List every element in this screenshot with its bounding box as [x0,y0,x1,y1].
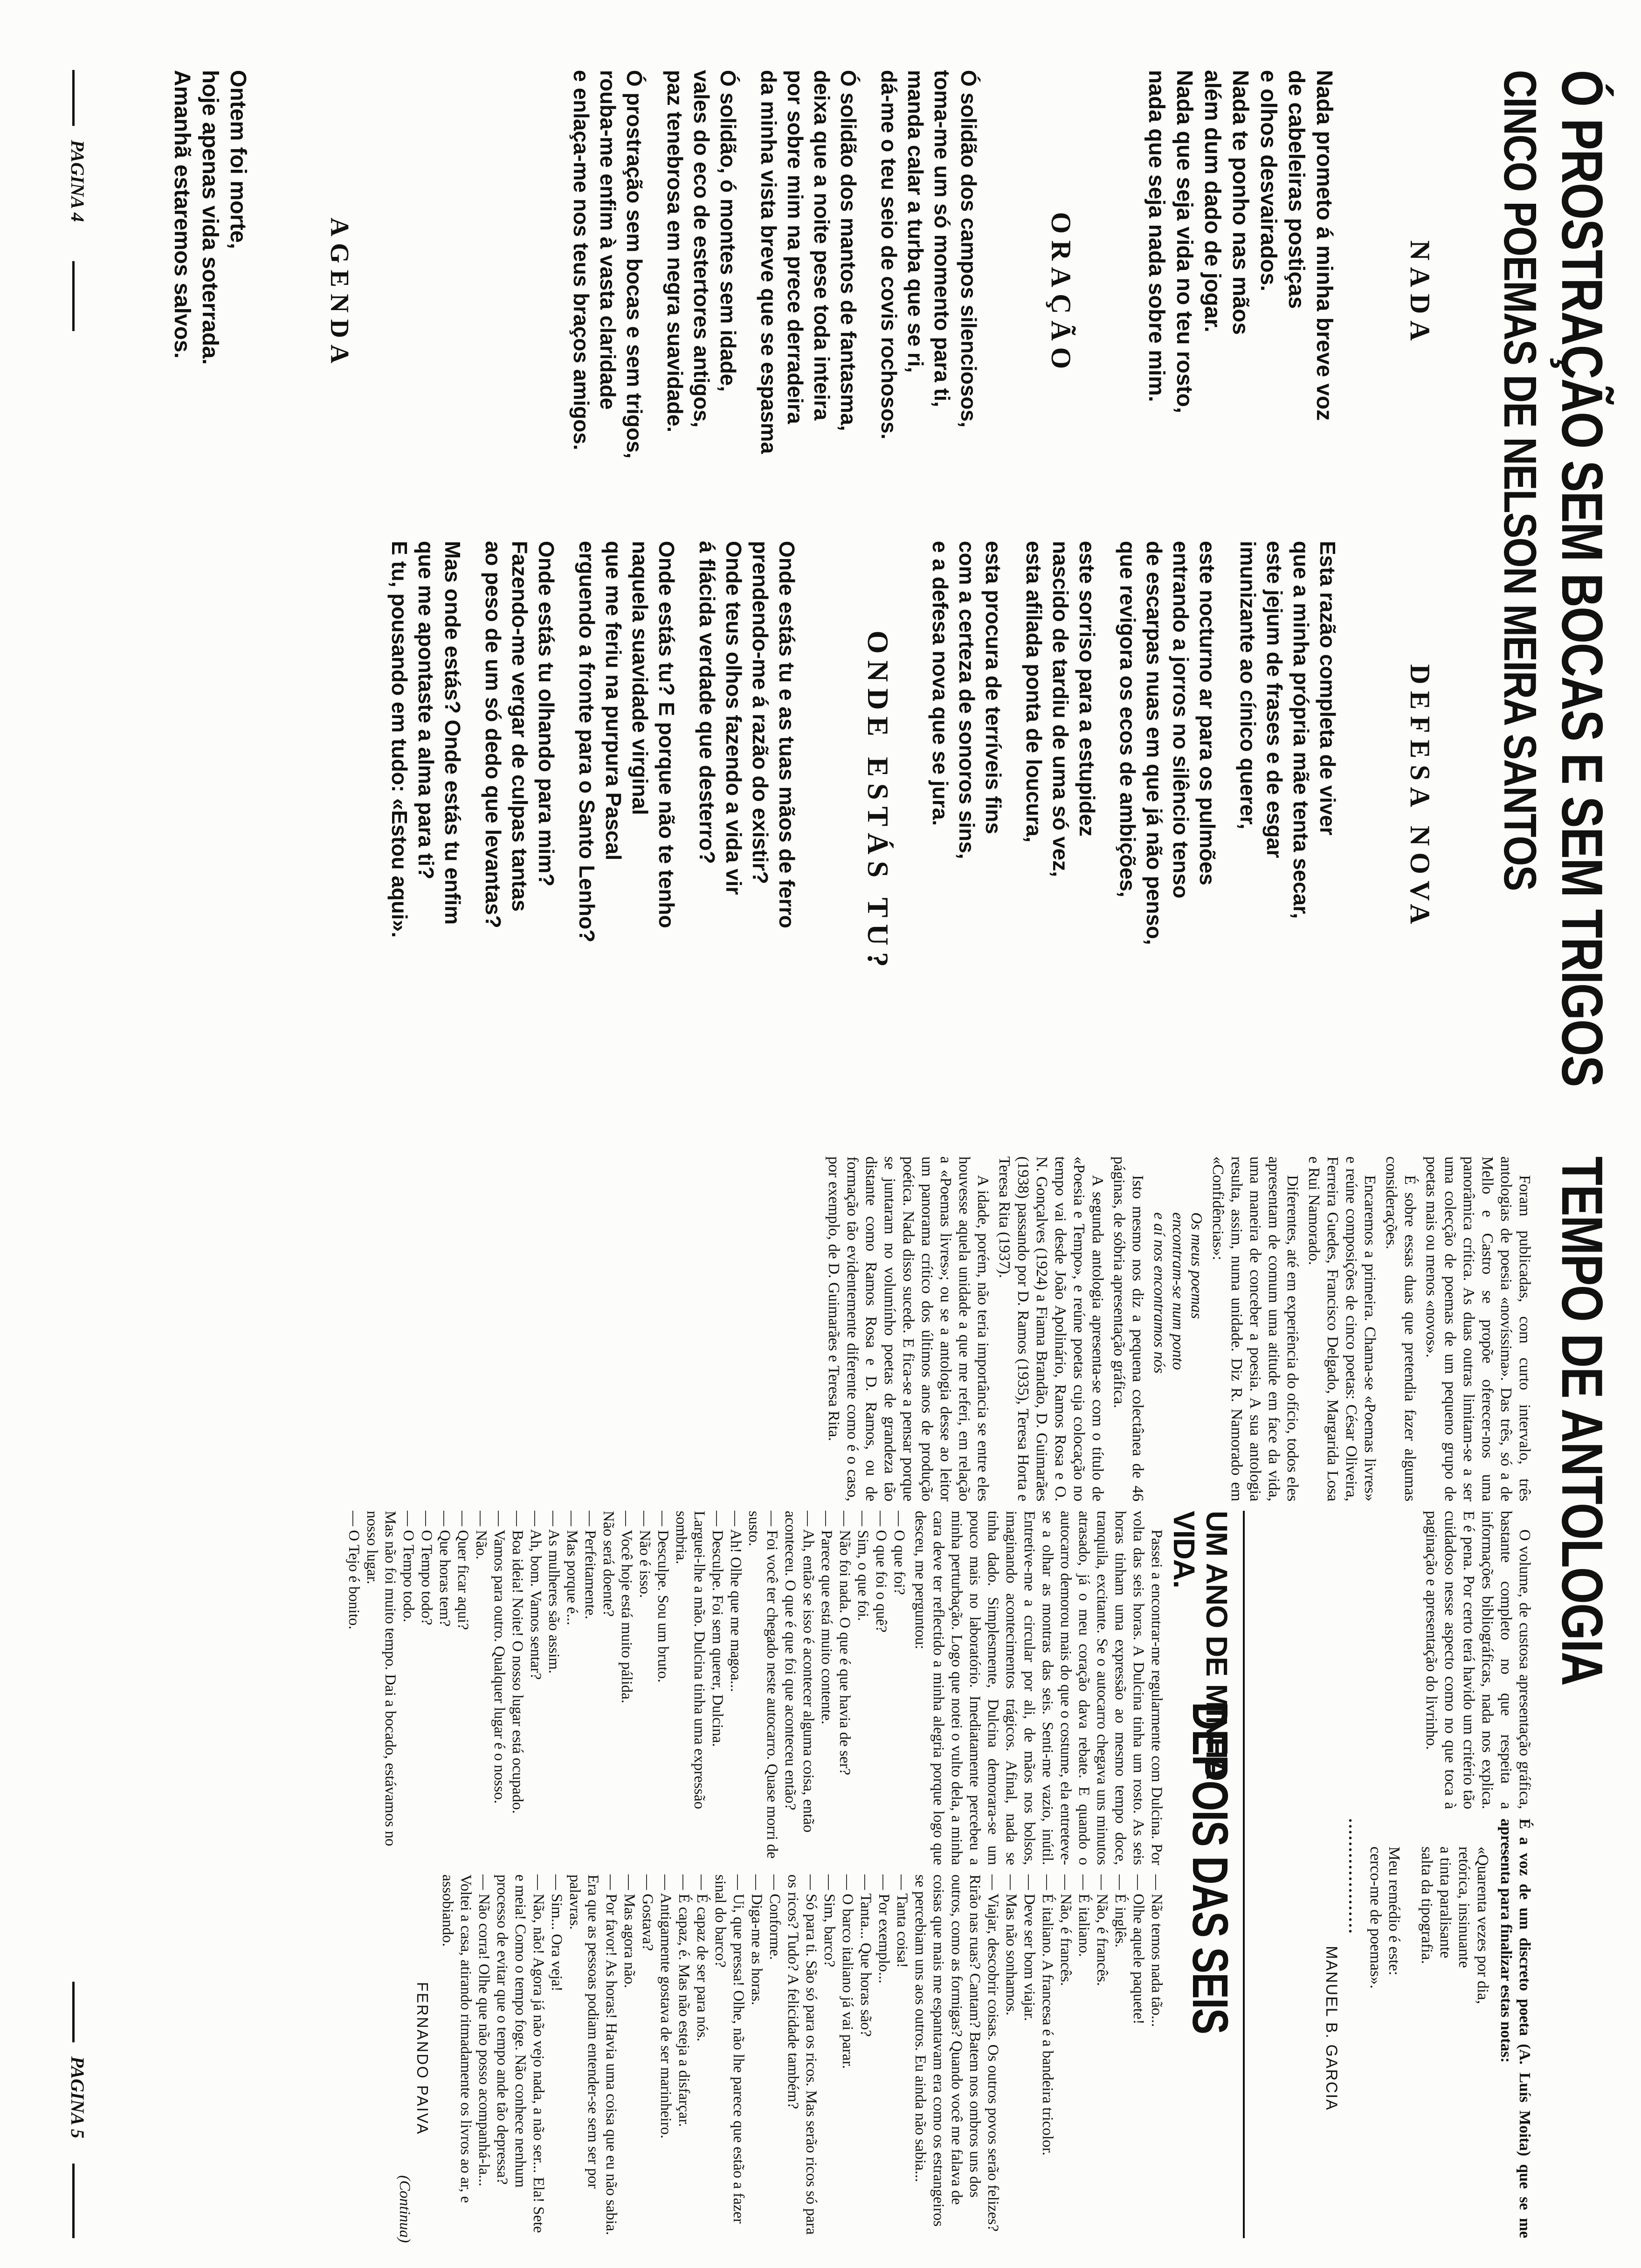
poem-line: dá-me o teu seio de covis rochosos. [877,70,901,440]
poem-line: paz tenebrosa em negra suavidade. [663,70,687,433]
dialogue-line: — Não, é francês. [1094,1874,1110,1986]
poem-line [862,70,876,592]
dialogue-line: — Ah, então se isso é acontecer alguma coisa, então aconteceu. O que é que foi que aconteceu então? [782,1511,817,1837]
poem-line: Onde estás tu olhando para mim? [534,541,558,887]
dialogue-line: — Antigamente gostava de ser marinheiro. [657,1874,674,2139]
depois-continua: (Continua) [396,2175,413,2243]
depois-column-2 [121,1874,1165,2243]
depois-column-1 [121,1511,1165,1865]
poem-line: Ó prostração sem bocas e sem trigos, [622,70,647,459]
poem-line: Onde teus olhos fazendo a vida vir [722,541,746,895]
depois-author: FERNANDO PAIVA [414,1982,431,2136]
dialogue-line: — Ah, bom. Vamos sentar? [527,1511,544,1680]
dialogue-line: Voltei a casa, atirando ritmadamente os livros ao ar, e assobiando. [439,1874,474,2207]
poem-line: além dum dado de jogar. [1200,70,1225,332]
poem-line: que me apontaste a alma para ti? [414,541,438,880]
poem-line: Onde estás tu? E porque não te tenho [655,541,679,928]
footer-rule-right-2 [72,2164,75,2238]
poem-line: toma-me um só momento para ti, [930,70,954,408]
poem-line: e a defesa nova que se jura. [928,541,952,826]
footer-rule-left [72,70,75,126]
dialogue-line: — Tanta coisa! [894,1874,910,1968]
dialogue-line: — Deve ser bom viajar. [1021,1874,1038,2021]
article-paragraph: Isto mesmo nos diz a pequena colectânea de 46 páginas, de sóbria apresentação gráfica. [1110,1156,1146,1501]
poem-line [741,70,755,592]
page-number-5: PAGINA 5 [67,2056,88,2138]
footer-rule-right [72,1982,75,2042]
poem-line: ao peso de um só dedo que levantas? [481,541,505,928]
quote-line: «Quarenta vezes por dia, [1474,1846,1491,2004]
poem-line: com a certeza de sonoros sins, [955,541,979,859]
dialogue-line: — Ah! Olhe que me magoa... [727,1511,744,1692]
dialogue-line: — O que foi o quê? [873,1511,889,1633]
dialogue-line: — Sim, o que foi. [855,1511,871,1621]
dialogue-line: — As mulheres são assim. [545,1511,562,1674]
poem-line: de cabeleiras postiças [1284,70,1309,309]
poem-line: manda calar a turba que se ri, [903,70,928,373]
poem-line: Onde estás tu e as tuas mãos de ferro [775,541,799,928]
dialogue-line: — É italiano. [1076,1874,1092,1957]
headline-um-ano: UM ANO DE MINHA VIDA. [1167,1511,1234,1778]
dialogue-line: — Não, não! Agora já não vejo nada, a não ser... Ela! Sete e meia! Como o tempo foge. Não conhece nenhum processo de evitar que o tempo ande tão depressa? [494,1874,547,2237]
quote-line: a tinta paralisante [1437,1846,1454,1958]
dialogue-line: — Foi você ter chegado neste autocarro. Quase morri de susto. [745,1511,780,1863]
dialogue-line: — O Tempo todo. [400,1511,417,1623]
footer-rule-left-2 [72,261,75,331]
poem-title-oracao: ORAÇÃO [1046,212,1076,376]
antologia-column-2 [1254,1511,1534,1809]
poem-line: nascido de tardiu de uma só vez, [1048,541,1073,877]
poem-line [1007,541,1020,1077]
dialogue-line: — Vamos para outro. Qualquer lugar é o nosso. [491,1511,508,1804]
poem-nada [1144,70,1394,583]
poem-title-nada: NADA [1405,240,1435,347]
dialogue-line: — Por exemplo... [876,1874,892,1984]
dialogue-line: — O barco italiano já vai parar. [839,1874,856,2069]
dialogue-line: — Ui, que pressa! Olhe, não lhe parece que estão a fazer sinal do barco? [712,1874,747,2227]
dialogue-line: — Não. [473,1511,490,1560]
dialogue-line: — Quer ficar aqui? [455,1511,471,1630]
antologia-column-3 [1254,1819,1534,2238]
poem-line [648,70,662,592]
poem-line: este nocturno ar para os pulmões [1195,541,1220,885]
article-paragraph: Encaremos a primeira. Chama-se «Poemas livres» e reúne composições de cinco poetas: César Oliveira, Ferreira Guedes, Francisco Delgado, Margarida Losa e Rui Namorado. [1305,1156,1379,1501]
poem-title-agenda: AGENDA [325,217,354,370]
article-paragraph: O volume, de custosa apresentação gráfica, bastante completo no que respeita a informações bibliográficas, nada nos explica. E é pena. Por certo terá havido um critério tão cuidadoso nesse aspecto como no que toca à paginação e apresentação do livrinho. [1423,1511,1533,1809]
poem-agenda [170,70,308,592]
dialogue-line: — Mas agora não. [621,1874,638,1988]
poem-line: Nada te ponho nas mãos [1228,70,1253,335]
poem-line: hoje apenas vida soterrada. [198,70,222,365]
dialogue-line: — É capaz, é. Mas não esteja a disfarçar. [676,1874,692,2127]
poem-oracao [382,70,1035,592]
poem-onde-estas-tu [177,541,853,1086]
dialogue-line: — Você hoje está muito pálida. [618,1511,635,1704]
antologia-author: MANUEL B. GARCIA [1323,1946,1340,2111]
poem-line: naquela suavidade virginal [628,541,652,815]
article-divider [1243,1511,1245,2238]
poem-line: este sorriso para a estupidez [1075,541,1099,837]
poem-line: esta procura de terríveis fins [981,541,1006,834]
quote-line: retórica, insinuante [1455,1846,1473,1968]
dialogue-line: — Desculpe. Sou um bruto. [655,1511,671,1683]
poem-line: erguendo a fronte para o Santo Lenho? [575,541,599,943]
dialogue-line: — Não, é francês. [1057,1874,1074,1986]
poem-line [680,541,694,1086]
article-paragraph: Os meus poemas encontram-se num ponto e aí nos encontramos nós [1151,1212,1205,1374]
article-paragraph: É sobre essas duas que pretendia fazer algumas considerações. [1383,1156,1419,1501]
quote-line: cerco-me de poemas». [1367,1846,1384,1989]
poem-line: da minha vista breve que se espasma [757,70,781,454]
poem-line: Ó solidão dos mantos de fantasma, [836,70,861,431]
poem-line: á flácida verdade que desterro? [695,541,719,864]
poem-line: este jejum de frases e de esgar [1262,541,1287,858]
poem-line: de escarpas nuas em que já não penso, [1142,541,1166,945]
poem-line: Esta razão completa de viver [1316,541,1340,836]
dialogue-line: — Não foi nada. O que é que havia de ser? [836,1511,853,1776]
dialogue-line: — Sim... Ora veja! [548,1874,565,1992]
poem-title-defesa-nova: DEFESA NOVA [1405,664,1435,931]
poem-line: que revigora os ecos de ambições, [1116,541,1140,898]
dialogue-line: — Olhe aquele paquete! [1130,1874,1147,2025]
poem-line [466,541,480,1086]
poem-line: que me feriu na purpura Pascal [601,541,626,861]
quote-line [1403,1846,1417,2238]
dialogue-line: — Viajar, descobrir coisas. Os outros povos serão felizes? Rirão nas ruas? Cantam? Batem nos ombros uns dos outros, como as formigas? Quando você me falava de coisas que mais me espantavam era como os estrangeiros se percebiam uns aos outros. Eu ainda não sabia... [912,1874,1001,2236]
dialogue-line: — É capaz de ser para nós. [694,1874,710,2042]
article-paragraph: Foram publicadas, com curto intervalo, três antologias de poesia «novíssima». Das três, só a de Mello e Castro se propõe oferecer-nos uma panorâmica crítica. As duas outras limitam-se a ser uma colecção de poemas de um pequeno grupo de poetas mais ou menos «novos». [1423,1156,1533,1501]
article-paragraph: Passei a encontrar-me regularmente com Dulcina. Por volta das seis horas. A Dulcina tinha um rosto. As seis horas tinham uma expressão ao mesmo tempo doce, tranquila, excitante. Se o autocarro chegava uns minutos atrasado, já o meu coração dava rebate. E quando o autocarro demorou mais do que o costume, ela entreteve-se a olhar as montras das seis. Senti-me vazio, inútil. Entretive-me a circular por ali, de mãos nos bolsos, imaginando acontecimentos trágicos. Afinal, nada se tinha dado. Simplesmente, Dulcina demorara-se um pouco mais no laboratório. Imediatamente percebeu a minha perturbação. Logo que notei o vulto dela, a minha cara deve ter reflectido a minha alegria porque logo que desceu, me perguntou: [912,1511,1165,1865]
poem-line: esta afilada ponta de loucura, [1022,541,1046,843]
dialogue-line: — O que foi? [891,1511,908,1595]
poem-line: rouba-me enfim à vasta claridade [596,70,620,410]
article-paragraph: A segunda antologia apresenta-se com o título de «Poesia e Tempo», e reúne poetas cuja colocação no tempo vai desde João Apolinário, Ramos Rosa e O. N. Gonçalves (1924) a Fiama Brandão, D. Guimarães (1938) passando por D. Ramos (1935), Teresa Horta e Teresa Rita (1937). [996,1156,1106,1501]
dialogue-line: Não será doente? [600,1511,617,1617]
poem-line: E tu, pousando em tudo: «Estou aqui». [387,541,412,938]
article-paragraph: A idade, porém, não teria importância se entre eles houvesse aquela unidade a que me referi, em relação a «Poemas livres»; ou se a antologia desse ao leitor um panorama crítico dos últimos anos de produção poética. Nada disso sucede. E fica-se a pensar porque se juntaram no volumínho poetas de grandeza tão distante como Ramos Rosa e D. Ramos, ou de formação tão evidentemente diferente como é o caso, por exemplo, de D. Guimarães e Teresa Rita. [825,1156,992,1501]
dialogue-line: — Conforme. [766,1874,783,1960]
antologia-column-1 [121,1156,1534,1501]
dialogue-line: — Mas porque é... [564,1511,580,1625]
headline-depois-das-seis: DEPOIS DAS SEIS [1182,1702,1239,2034]
dialogue-line: — Parece que está muito contente. [818,1511,835,1725]
dialogue-line: — Gostava? [639,1874,656,1951]
dialogue-line: Mas não foi muito tempo. Dai a bocado, estávamos no nosso lugar. [364,1511,399,1850]
article-paragraph: Diferentes, até em experiência do ofício, todos eles apresentam de comum uma atitude em face da vida, uma maneira de conceber a poesia. A sua antologia resulta, assim, numa unidade. Diz R. Namorado em «Confidências»: [1209,1156,1301,1501]
poem-line: entrando a jorros no silêncio tenso [1169,541,1193,899]
dialogue-line: — Sim, barco? [821,1874,838,1967]
quote-line: Meu remédio é este: [1386,1846,1403,1976]
poem-title-onde-estas-tu: ONDE ESTÁS TU? [862,630,895,974]
poem-line: Amanhã estaremos salvos. [170,70,194,359]
dialogue-line: — Perfeitamente. [582,1511,599,1619]
page-number-4: PAGINA 4 [67,140,88,222]
quote-line: salta da tipografia. [1418,1846,1435,1964]
poem-line: Ó solidão dos campos silenciosos, [957,70,981,428]
poem-line: Nada que seja vida no teu rosto, [1172,70,1197,414]
poem-line: nada que seja nada sobre mim. [1144,70,1169,402]
poem-line: prendendo-me á razão do existir? [748,541,772,885]
headline-sub: CINCO POEMAS DE NELSON MEIRA SANTOS [1495,70,1546,891]
dialogue-line: — Boa ideia! Noite! O nosso lugar está ocupado. [509,1511,526,1814]
dialogue-line: — O Tempo todo? [418,1511,435,1625]
dialogue-line: — O Tejo é bonito. [345,1511,362,1630]
poem-line: vales do eco de estertores antigos, [689,70,714,428]
dialogue-line: — Não corra! Olhe que não posso acompanhá-la... [476,1874,492,2186]
poem-defesa-nova [881,541,1394,1077]
dialogue-line: — Só para ti. São só para os ricos. Mas serão ricos só para os ricos? Tudo? A felicidade também? [785,1874,820,2239]
poem-line: e enlaça-me nos teus braços amigos. [569,70,593,450]
dialogue-line: — Desculpe. Foi sem querer, Dulcina. [709,1511,726,1747]
poem-line [559,541,573,1086]
headline-tempo-de-antologia: TEMPO DE ANTOLOGIA [1550,1156,1614,1686]
dialogue-line: — É inglês. [1112,1874,1129,1948]
dialogue-line: — É italiano. A francesa é a bandeira tricolor. [1039,1874,1056,2156]
dialogue-line: Larguei-lhe a mão. Dulcina tinha uma expressão sombria. [673,1511,708,1813]
antologia-closing-intro: É a voz de um discreto poeta (A. Luís Moita) que se me apresenta para finalizar estas notas: [1497,1819,1533,2238]
poem-line: imunizante ao cínico querer, [1236,541,1260,830]
poem-line: Fazendo-me vergar de culpas tantas [508,541,532,912]
poem-line: Nada prometo á minha breve voz [1312,70,1337,421]
poem-line [1100,541,1114,1077]
dialogue-line: — Não temos nada tão... [1148,1874,1165,2027]
poem-line: deixa que a noite pese toda inteira [810,70,834,421]
dialogue-line: — Não é isso. [636,1511,653,1598]
antologia-dots: .................... [1345,1819,1363,1935]
dialogue-line: — Tanta... Que horas são? [857,1874,874,2037]
poem-line: Ó solidão, ó montes sem idade, [716,70,740,392]
dialogue-line: — Que horas tem? [436,1511,453,1627]
poem-line: Ontem foi morte, [226,70,250,249]
poem-line: Mas onde estás? Onde estás tu enfim [441,541,465,925]
poem-line: e olhos desvairados. [1256,70,1281,291]
poem-line [1220,541,1234,1077]
poem-line: por sobre mim na prece derradeira [783,70,807,424]
dialogue-line: — Diga-me as horas. [748,1874,765,2005]
poem-line: que a minha própria mãe tenta secar, [1289,541,1313,919]
dialogue-line: — Mas não sonhamos. [1003,1874,1020,2016]
dialogue-line: — Por favor! As horas! Havia uma coisa que eu não sabia. Era que as pessoas podiam entender-se sem ser por palavras. [566,1874,620,2239]
headline-main: Ó PROSTRAÇÃO SEM BOCAS E SEM TRIGOS [1550,70,1614,1086]
